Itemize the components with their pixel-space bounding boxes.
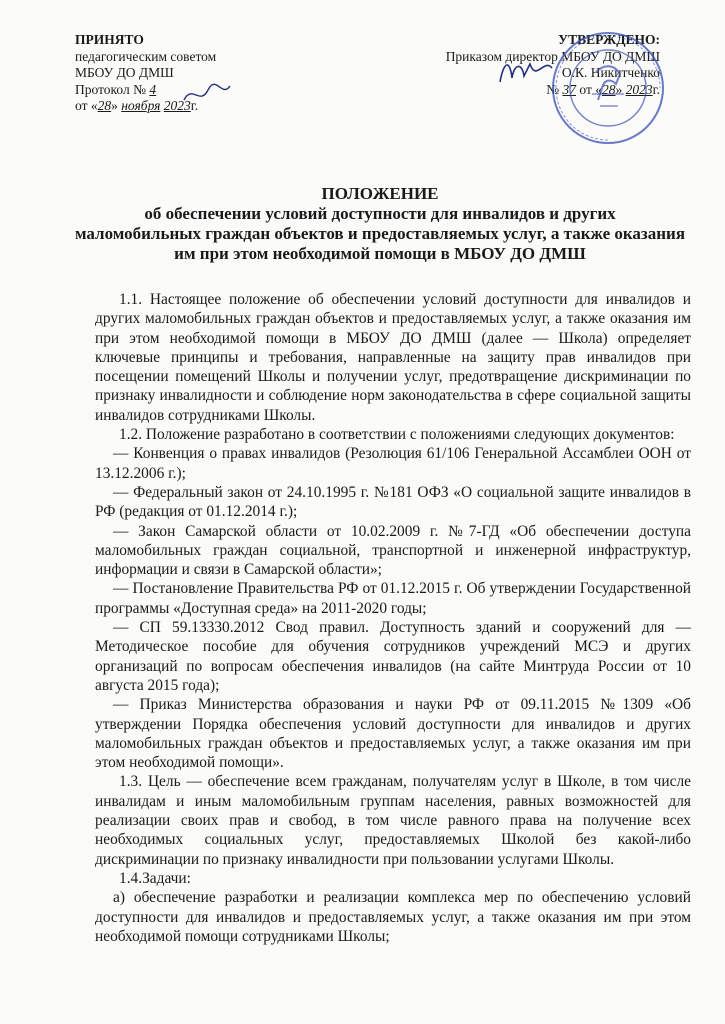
paragraph-1-1: 1.1. Настоящее положение об обеспечении условий доступности для инвалидов и других маломобильных граждан объектов и предоставляемых услуг, а также оказания им при этом необходимой помощи в МБОУ ДО ДМШ (далее — Школа) определяет ключевые принципы и требования, направленные на защиту прав инвалидов при посещении помещений Школы и получении услуг, предотвращение дискриминации по признаку инвалидности и соблюдение норм законодательства в сфере социальной защиты инвалидов сотрудниками Школы. bbox=[95, 291, 691, 424]
order-number: 37 bbox=[562, 81, 576, 97]
document-reference: — Федеральный закон от 24.10.1995 г. №181 ОФЗ «О социальной защите инвалидов в РФ (редакция от 01.12.2014 г.); bbox=[95, 483, 691, 521]
paragraph-1-4: 1.4.Задачи: bbox=[119, 869, 191, 887]
protocol-signature bbox=[182, 80, 232, 108]
document-reference: — Закон Самарской области от 10.02.2009 г. №7-ГД «Об обеспечении доступа маломобильных граждан социальной, транспортной и инженерной инфраструктур, информации и связи в Самарской области»; bbox=[95, 522, 691, 579]
school-seal bbox=[548, 28, 668, 148]
document-reference: — Постановление Правительства РФ от 01.12.2015 г. Об утверждении Государственной программы «Доступная среда» на 2011-2020 годы; bbox=[95, 580, 691, 617]
document-title bbox=[70, 184, 690, 264]
document-reference: — Конвенция о правах инвалидов (Резолюция 61/106 Генеральной Ассамблеи ООН от 13.12.2006 г.); bbox=[95, 445, 691, 482]
accepted-org: МБОУ ДО ДМШ bbox=[75, 65, 174, 80]
approved-by: Приказом директор МБОУ ДО ДМШ bbox=[445, 48, 660, 64]
document-body bbox=[95, 290, 691, 946]
director-signature bbox=[496, 54, 556, 90]
order-label: № bbox=[546, 81, 560, 97]
paragraph-1-3: 1.3. Цель — обеспечение всем гражданам, получателям услуг в Школе, в том числе инвалидам и иным маломобильным группам населения, равных возможностей для реализации своих прав и свобод, в том числе равного права на получение всех необходимых социальных услуг, предоставляемых Школой без какой-либо дискриминации по признаку инвалидности при пользовании услугами Школы. bbox=[95, 773, 691, 868]
approved-heading: УТВЕРЖДЕНО: bbox=[558, 32, 660, 47]
accepted-heading: ПРИНЯТО bbox=[75, 32, 144, 47]
date-month: ноября bbox=[121, 98, 161, 113]
paragraph-1-2: 1.2. Положение разработано в соответствии с положениями следующих документов: bbox=[119, 426, 675, 444]
order-date-close: » bbox=[615, 81, 623, 97]
accepted-by: педагогическим советом bbox=[75, 48, 217, 64]
date-suffix: г. bbox=[190, 98, 199, 113]
order-date-open: от « bbox=[579, 81, 602, 97]
order-date-day: 28 bbox=[601, 81, 616, 97]
director-name: О.К. Никитченко bbox=[561, 65, 660, 80]
title-heading: ПОЛОЖЕНИЕ bbox=[321, 184, 439, 203]
date-close: » bbox=[111, 98, 118, 113]
title-line: маломобильных граждан объектов и предоставляемых услуг, а также оказания bbox=[74, 224, 686, 243]
document-reference: — Приказ Министерства образования и науки РФ от 09.11.2015 №1309 «Об утверждении Порядка обеспечения условий доступности для инвалидов и других маломобильных граждан объектов и предоставляемых услуг, а также оказания им при этом необходимой помощи». bbox=[95, 696, 691, 772]
title-line: им при этом необходимой помощи в МБОУ ДО ДМШ bbox=[174, 244, 586, 263]
task-item-a: а) обеспечение разработки и реализации комплекса мер по обеспечению условий доступности для инвалидов и предоставляемых услуг, а также оказания им при этом необходимой помощи сотрудниками Школы; bbox=[95, 889, 691, 945]
date-year: 2023 bbox=[163, 98, 191, 113]
order-suffix: г. bbox=[652, 81, 660, 97]
title-line: об обеспечении условий доступности для инвалидов и других bbox=[144, 204, 616, 223]
protocol-label: Протокол № bbox=[75, 81, 146, 97]
order-year: 2023 bbox=[625, 81, 653, 97]
protocol-number: 4 bbox=[149, 81, 157, 97]
document-reference: — СП 59.13330.2012 Свод правил. Доступность зданий и сооружений для — Методическое пособие для обучения сотрудников учреждений МСЭ и других организаций по вопросам обеспечения инвалидов (на сайте Минтруда России от 10 августа 2015 года); bbox=[95, 619, 691, 694]
date-open: от « bbox=[75, 98, 98, 113]
date-day: 28 bbox=[97, 98, 112, 113]
